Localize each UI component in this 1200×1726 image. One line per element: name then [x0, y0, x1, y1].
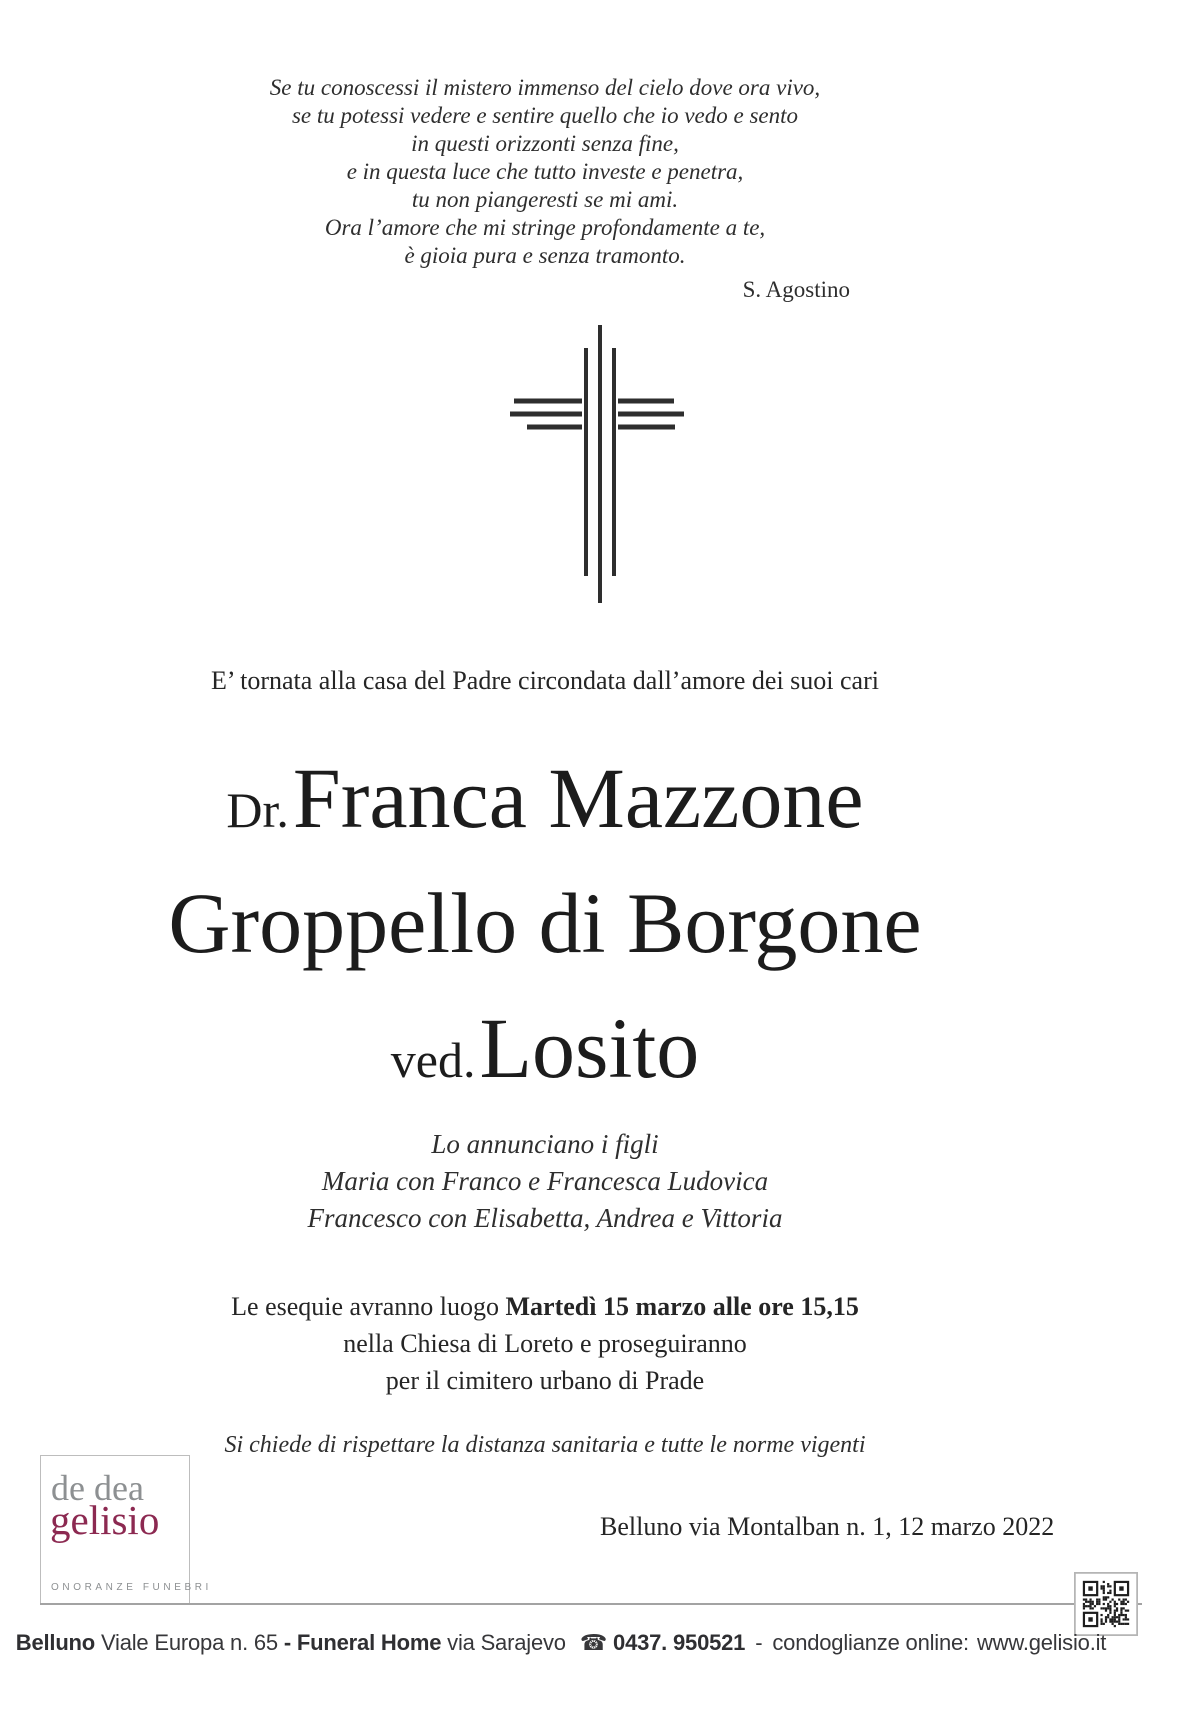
funeral-line — [0, 1288, 1090, 1325]
poem-line: Se tu conoscessi il mistero immenso del cielo dove ora vivo, — [269, 75, 821, 100]
footer-dash: - — [755, 1630, 763, 1655]
poem-line: in questi orizzonti senza fine, — [411, 131, 679, 156]
poem-line: e in questa luce che tutto investe e penetra, — [346, 159, 744, 184]
footer-separator-line — [40, 1603, 1142, 1605]
deceased-name-line — [0, 748, 1090, 873]
footer-website: www.gelisio.it — [976, 1630, 1107, 1655]
funeral-datetime: Martedì 15 marzo alle ore 15,15 — [505, 1292, 859, 1321]
logo-word-gelisio: gelisio — [50, 1497, 160, 1543]
logo-tagline: ONORANZE FUNEBRI — [51, 1582, 212, 1593]
announcement-line: Maria con Franco e Francesca Ludovica — [321, 1166, 769, 1196]
cross-icon — [505, 298, 695, 608]
deceased-title-prefix: Dr. — [226, 782, 289, 838]
widow-prefix: ved. — [390, 1032, 476, 1088]
poem-line: tu non piangeresti se mi ami. — [411, 187, 679, 212]
footer-phone-number: 0437. 950521 — [613, 1630, 746, 1655]
logo-word-dedea: de dea — [51, 1468, 144, 1508]
announcement-line: Francesco con Elisabetta, Andrea e Vittoria — [307, 1203, 783, 1233]
funeral-home-logo — [40, 1455, 212, 1605]
deceased-name-line — [0, 873, 1090, 998]
funeral-line: nella Chiesa di Loreto e proseguiranno — [343, 1329, 747, 1358]
footer-online-label: condoglianze online: — [772, 1630, 969, 1655]
funeral-details — [0, 1288, 1090, 1399]
announcement-line: Lo annunciano i figli — [431, 1129, 659, 1159]
covid-notice: Si chiede di rispettare la distanza sanitaria e tutte le norme vigenti — [224, 1432, 866, 1458]
deceased-name-line — [0, 998, 1090, 1123]
qr-code — [1074, 1572, 1138, 1636]
intro-line: E’ tornata alla casa del Padre circondata dall’amore dei suoi cari — [211, 666, 879, 695]
deceased-name-block — [0, 748, 1090, 1123]
footer-city: Belluno — [15, 1630, 96, 1655]
footer-contact-line — [0, 1630, 1122, 1656]
funeral-line: per il cimitero urbano di Prade — [385, 1366, 705, 1395]
deceased-first-name: Franca Mazzone — [292, 750, 864, 846]
phone-icon: ☎ — [579, 1630, 608, 1655]
poem-line: è gioia pura e senza tramonto. — [404, 243, 686, 268]
family-announcement — [0, 1126, 1090, 1237]
footer-funeral-home: - Funeral Home — [283, 1630, 442, 1655]
place-date: Belluno via Montalban n. 1, 12 marzo 2022 — [600, 1512, 1055, 1541]
deceased-family-name: Groppello di Borgone — [168, 875, 922, 971]
poem-line: Ora l’amore che mi stringe profondamente a te, — [324, 215, 766, 240]
opening-poem — [0, 74, 1090, 304]
poem-attribution: S. Agostino — [742, 277, 850, 302]
funeral-line-regular: Le esequie avranno luogo — [231, 1292, 506, 1321]
poem-line: se tu potessi vedere e sentire quello che io vedo e sento — [291, 103, 799, 128]
footer-address2: via Sarajevo — [441, 1630, 566, 1655]
widow-surname: Losito — [479, 1000, 700, 1096]
footer-address1: Viale Europa n. 65 — [95, 1630, 284, 1655]
